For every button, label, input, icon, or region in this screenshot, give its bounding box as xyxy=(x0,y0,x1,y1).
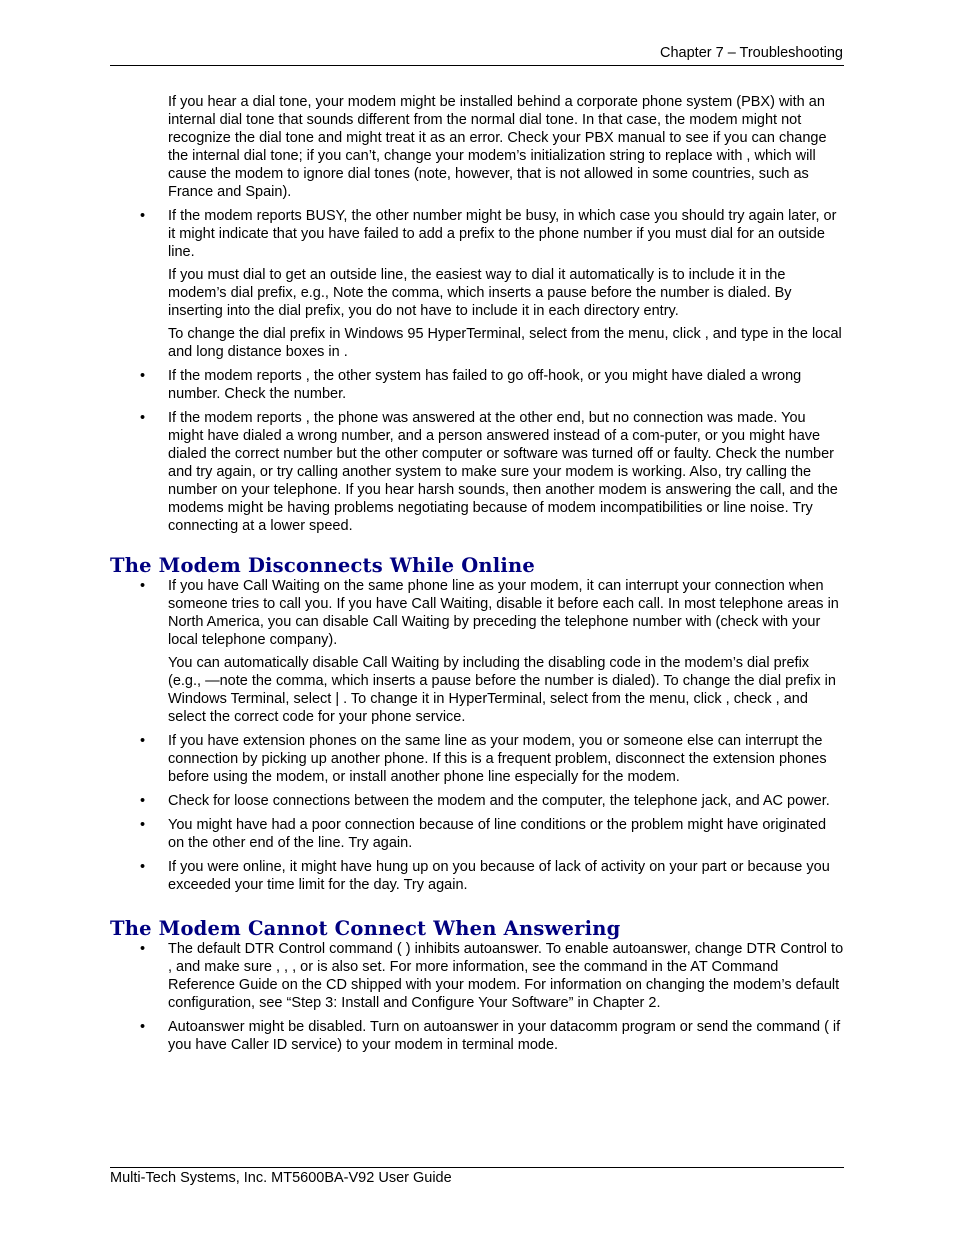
section-heading-answering: The Modem Cannot Connect When Answering xyxy=(110,917,621,940)
bullet-icon: • xyxy=(140,410,146,426)
bullet-icon: • xyxy=(140,368,146,384)
bullet-extension-phones: If you have extension phones on the same line as your modem, you or someone else can interrupt the connection by picking up another phone. If this is a frequent problem, disconnect the extension phones before using the modem, or install another phone line especially for the modem. xyxy=(168,733,827,785)
header-rule xyxy=(110,65,844,66)
bullet-icon: • xyxy=(140,941,146,957)
bullet-busy: If the modem reports BUSY, the other number might be busy, in which case you should try again later, or it might indicate that you have failed to add a prefix to the phone number if you must dial for an outside line. xyxy=(168,208,837,260)
bullet-icon: • xyxy=(140,1019,146,1035)
list-item xyxy=(110,207,845,261)
page-footer: Multi-Tech Systems, Inc. MT5600BA-V92 User Guide xyxy=(110,1170,452,1186)
list-item xyxy=(110,792,845,810)
list-item xyxy=(110,577,845,649)
paragraph-pbx: If you hear a dial tone, your modem might be installed behind a corporate phone system (PBX) with an internal dial tone that sounds different from the normal dial tone. In that case, the modem might not recognize the dial tone and might treat it as an error. Check your PBX manual to see if you can change the internal dial tone; if you can’t, change your modem’s initialization string to replace with , which will cause the modem to ignore dial tones (note, however, that is not allowed in some countries, such as France and Spain). xyxy=(168,94,827,200)
bullet-icon: • xyxy=(140,733,146,749)
section-heading-disconnects: The Modem Disconnects While Online xyxy=(110,554,535,577)
bullet-poor-connection: You might have had a poor connection because of line conditions or the problem might have originated on the other end of the line. Try again. xyxy=(168,817,827,851)
bullet-icon: • xyxy=(140,793,146,809)
running-header: Chapter 7 – Troubleshooting xyxy=(660,45,843,61)
bullet-icon: • xyxy=(140,578,146,594)
bullet-dtr-control: The default DTR Control command ( ) inhibits autoanswer. To enable autoanswer, change DTR Control to , and make sure , , , or is also set. For more information, see the command in the AT Command Reference Guide on the CD shipped with your modem. For information on changing the modem’s default configuration, see “Step 3: Install and Configure Your Software” in Chapter 2. xyxy=(168,941,844,1011)
list-item xyxy=(110,816,845,852)
list-item xyxy=(110,858,845,894)
bullet-no-answer: If the modem reports , the phone was answered at the other end, but no connection was made. You might have dialed a wrong number, and a person answered instead of a com-puter, or you might have dialed the correct number but the other computer or software was turned off or faulty. Check the number and try again, or try calling another system to make sure your modem is working. Also, try calling the number on your telephone. If you hear harsh sounds, then another modem is answering the call, and the modems might be having problems negotiating because of modem incompatibilities or line noise. Try connecting at a lower speed. xyxy=(168,410,838,534)
bullet-time-limit: If you were online, it might have hung up on you because of lack of activity on your part or because you exceeded your time limit for the day. Try again. xyxy=(168,859,830,893)
bullet-icon: • xyxy=(140,859,146,875)
list-item xyxy=(110,367,845,403)
list-item xyxy=(110,732,845,786)
bullet-loose-connections: Check for loose connections between the modem and the computer, the telephone jack, and AC power. xyxy=(168,793,830,809)
page-body xyxy=(110,93,845,1054)
bullet-autoanswer: Autoanswer might be disabled. Turn on autoanswer in your datacomm program or send the command ( if you have Caller ID service) to your modem in terminal mode. xyxy=(168,1019,841,1053)
list-item xyxy=(110,940,845,1012)
bullet-call-waiting: If you have Call Waiting on the same phone line as your modem, it can interrupt your connection when someone tries to call you. If you have Call Waiting, disable it before each call. In most telephone areas in North America, you can disable Call Waiting by preceding the telephone number with (check with your local telephone company). xyxy=(168,578,839,648)
paragraph-change-prefix: To change the dial prefix in Windows 95 HyperTerminal, select from the menu, click , and type in the local and long distance boxes in . xyxy=(168,326,842,360)
footer-rule xyxy=(110,1167,844,1168)
bullet-icon: • xyxy=(140,817,146,833)
list-item xyxy=(110,409,845,535)
paragraph-auto-disable: You can automatically disable Call Waiting by including the disabling code in the modem’s dial prefix (e.g., —note the comma, which inserts a pause before the number is dialed). To change the dial prefix in Windows Terminal, select | . To change it in HyperTerminal, select from the menu, click , check , and select the correct code for your phone service. xyxy=(168,655,836,725)
bullet-no-dialtone: If the modem reports , the other system has failed to go off-hook, or you might have dialed a wrong number. Check the number. xyxy=(168,368,802,402)
list-item xyxy=(110,1018,845,1054)
bullet-icon: • xyxy=(140,208,146,224)
paragraph-dial-prefix: If you must dial to get an outside line, the easiest way to dial it automatically is to include it in the modem’s dial prefix, e.g., Note the comma, which inserts a pause before the number is dialed. By inserting into the dial prefix, you do not have to include it in each directory entry. xyxy=(168,267,792,319)
